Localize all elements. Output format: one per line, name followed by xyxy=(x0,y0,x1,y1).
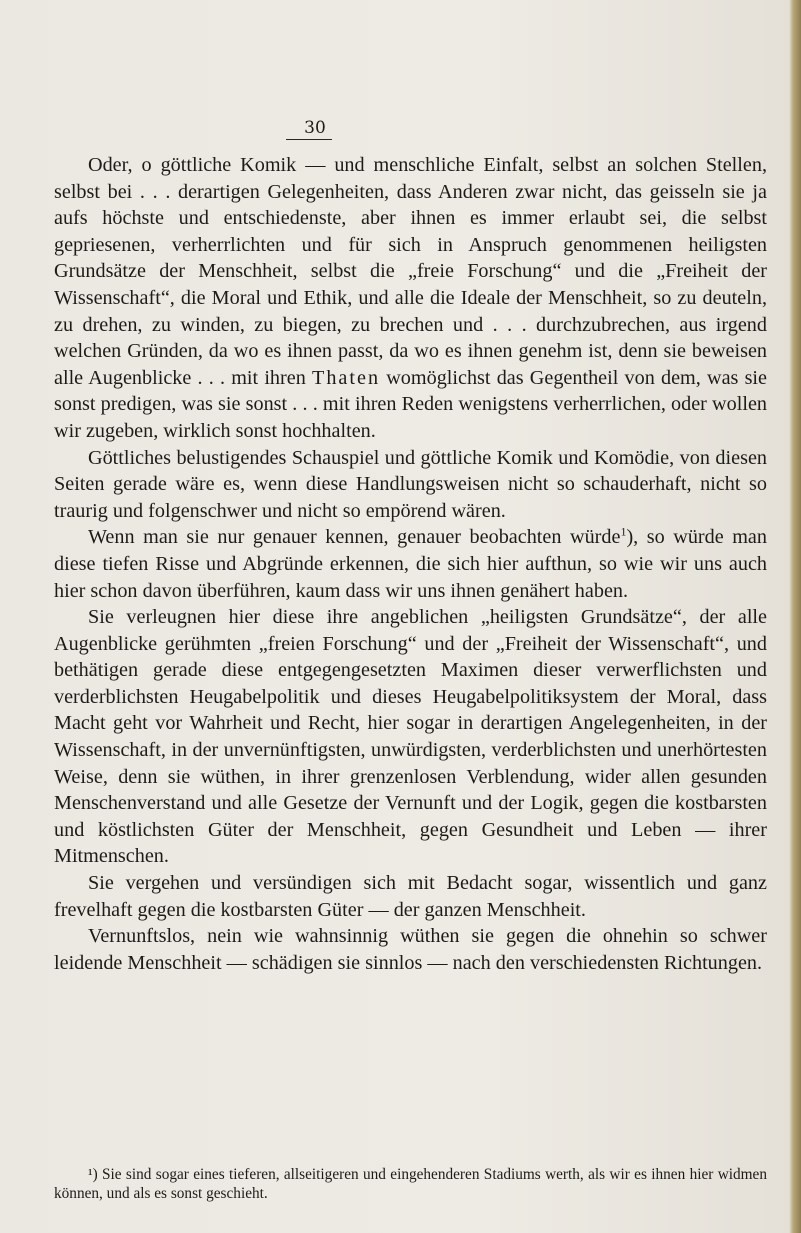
paragraph-3 xyxy=(54,524,767,604)
paragraph-6: Vernunftslos, nein wie wahnsinnig wüthen sie gegen die ohnehin so schwer leidende Menschheit — schädigen sie sinnlos — nach den verschiedensten Richtungen. xyxy=(54,925,767,974)
page-number: 30 xyxy=(304,118,326,138)
footnote-body xyxy=(54,1165,767,1203)
page-edge-shadow xyxy=(789,0,801,1233)
paragraph-1-text-cont: womöglichst das Gegentheil von dem, was sie sonst predigen, was sie sonst . . . mit ihren Reden wenigstens verherrlichen, oder wollen wir zugeben, wirklich sonst hochhalten. xyxy=(54,366,767,442)
paragraph-3-text: Wenn man sie nur genauer kennen, genauer beobachten würde xyxy=(88,526,621,549)
paragraph-1-text: Oder, o göttliche Komik — und menschliche Einfalt, selbst an solchen Stellen, selbst bei . . . derartigen Gelegenheiten, dass Anderen zwar nicht, das geisseln sie ja aufs höchste und entschiedenste, aber ihnen es immer erlaubt sei, die selbst gepriesenen, verherrlichten und für sich in Anspruch genommenen heiligsten Grundsätze der Menschheit, selbst die „freie Forschung“ und die „Freiheit der Wissenschaft“, die Moral und Ethik, und alle die Ideale der Menschheit, so zu deuteln, zu drehen, zu winden, zu biegen, zu brechen und . . . durchzubrechen, aus irgend welchen Gründen, da wo es ihnen passt, da wo es ihnen genehm ist, denn sie beweisen alle Augenblicke . . . mit ihren xyxy=(54,154,767,389)
paragraph-1 xyxy=(54,152,767,445)
paragraph-5: Sie vergehen und versündigen sich mit Bedacht sogar, wissentlich und ganz frevelhaft gegen die kostbarsten Güter — der ganzen Menschheit. xyxy=(54,872,767,921)
paragraph-4: Sie verleugnen hier diese ihre angeblichen „heiligsten Grundsätze“, der alle Augenblicke gerühmten „freien Forschung“ und der „Freiheit der Wissenschaft“, und bethätigen gerade diese entgegengesetzten Maximen dieser verwerflichsten und verderblichsten Heugabelpolitik und dieses Heugabelpolitiksystem der Moral, dass Macht geht vor Wahrheit und Recht, hier sogar in derartigen Angelegenheiten, in der Wissenschaft, in der unvernünftigsten, unwürdigsten, verderblichsten und unerhörtesten Weise, denn sie wüthen, in ihrer grenzenlosen Verblendung, wider allen gesunden Menschenverstand und alle Gesetze der Vernunft und der Logik, gegen die kostbarsten und köstlichsten Güter der Menschheit, gegen Gesundheit und Leben — ihrer Mitmenschen. xyxy=(54,606,767,868)
page-number-rule xyxy=(286,139,332,140)
emphasis-thaten: Thaten xyxy=(311,366,381,389)
footnote-text: Sie sind sogar eines tieferen, allseitigeren und eingehenderen Stadiums werth, als wir es ihnen hier widmen können, und als es sonst geschieht. xyxy=(54,1166,767,1202)
body-text xyxy=(54,152,767,976)
footnote xyxy=(54,1164,767,1203)
paragraph-2: Göttliches belustigendes Schauspiel und göttliche Komik und Komödie, von diesen Seiten gerade wäre es, wenn diese Handlungsweisen nicht so schauderhaft, nicht so traurig und folgenschwer und nicht so empörend wären. xyxy=(54,446,767,522)
paragraph-3-text-cont: ), so würde man diese tiefen Risse und Abgründe erkennen, die sich hier aufthun, so wie wir uns auch hier schon davon überführen, kaum dass wir uns ihnen genähert haben. xyxy=(54,526,767,602)
footnote-reference: 1 xyxy=(620,524,627,539)
footnote-mark: ¹) xyxy=(88,1166,98,1183)
